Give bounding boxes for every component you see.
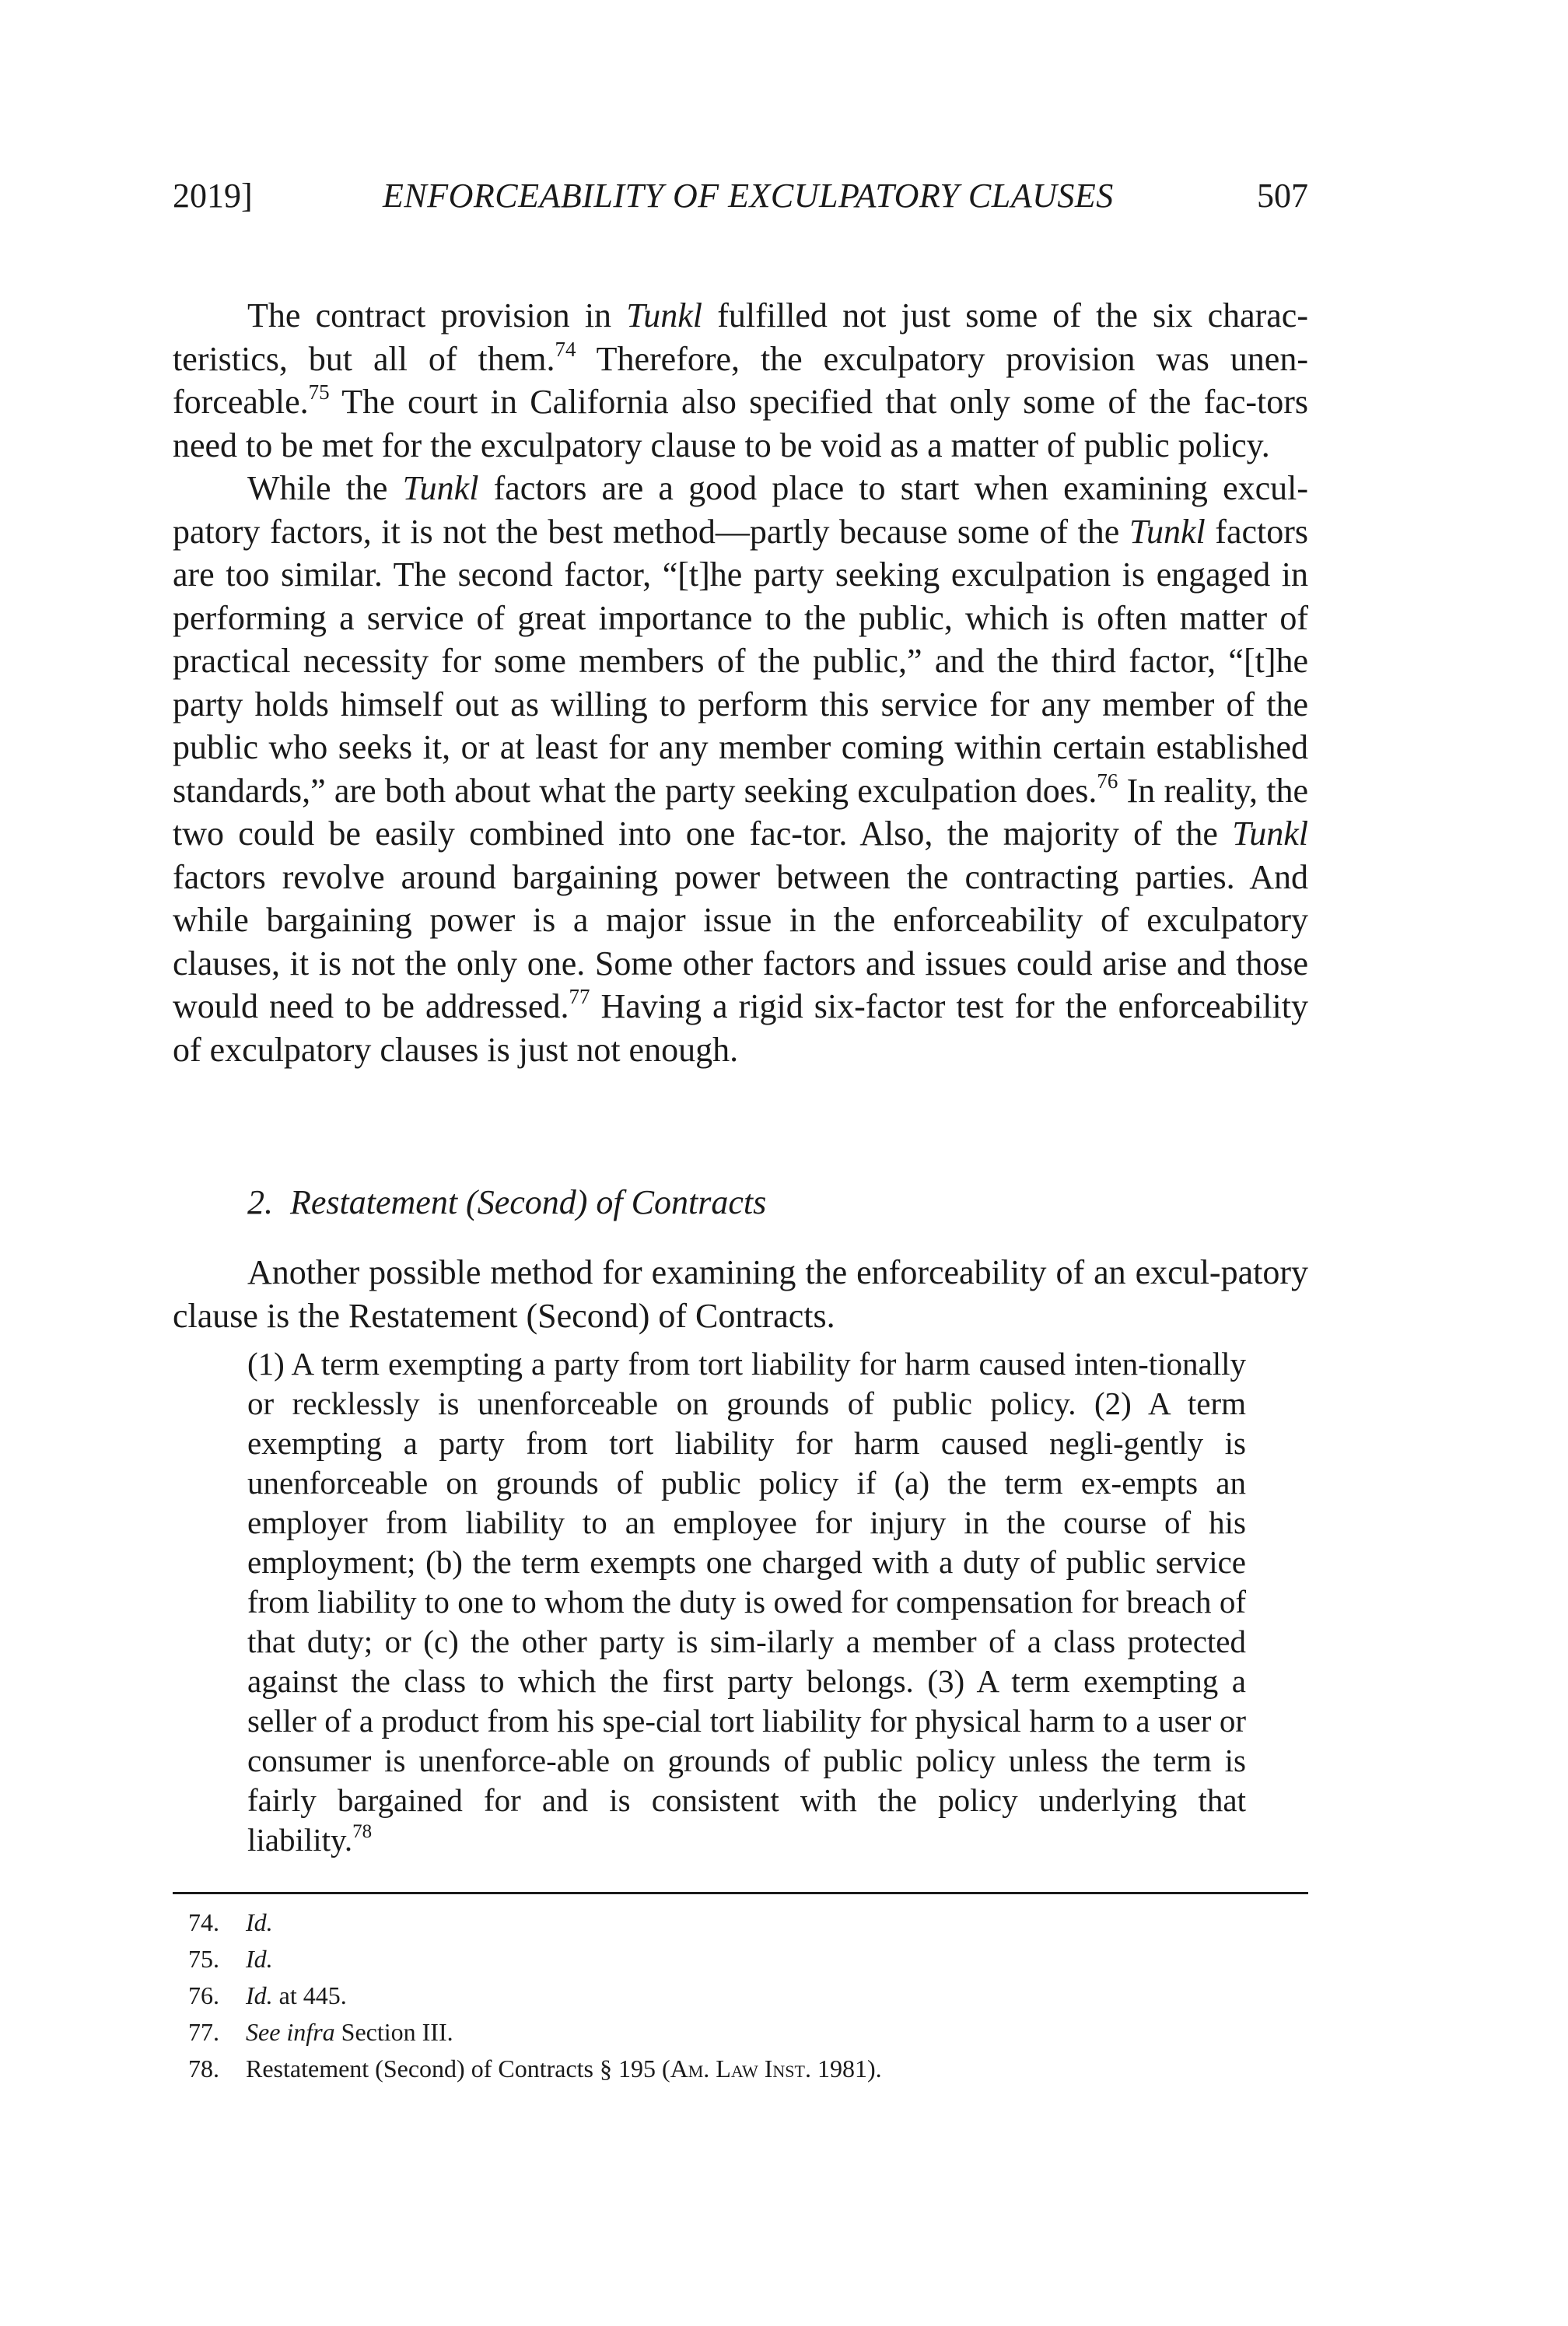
footnote-publisher: Am. Law Inst. [670, 2055, 811, 2083]
footnote-number: 76. [188, 1981, 219, 2009]
footnote-76 [173, 1977, 1308, 2014]
footnote-number: 78. [188, 2055, 219, 2083]
paragraph-3: Another possible method for examining the enforceability of an excul-patory clause is the Restatement (Second) of Contracts. [173, 1253, 1308, 1335]
body-text [173, 294, 1308, 1071]
paragraph-2-text-5: factors revolve around bargaining power between the contracting parties. And while bargaining power is a major issue in the enforceability of exculpatory clauses, it is not the only one. Some other factors and issues could arise and those would need to be addressed. [173, 857, 1308, 1025]
running-head-year: 2019] [173, 177, 253, 215]
case-name-tunkl: Tunkl [1129, 512, 1206, 551]
footnote-74 [173, 1904, 1308, 1941]
footnote-77 [173, 2014, 1308, 2051]
paragraph-1 [173, 294, 1308, 467]
paragraph-2-text-4: In reality, the two could be easily combined into one fac-tor. Also, the majority of the [173, 771, 1308, 853]
case-name-tunkl: Tunkl [1232, 814, 1308, 853]
footnote-text: at 445. [272, 1981, 347, 2009]
block-quote [247, 1344, 1246, 1860]
paragraph-1-text-1: The contract provision in [247, 296, 627, 335]
case-name-tunkl: Tunkl [626, 296, 703, 335]
footnote-text: Restatement (Second) of Contracts § 195 ( [246, 2055, 670, 2083]
section-heading-title: Restatement (Second) of Contracts [290, 1183, 767, 1221]
section-heading [247, 1179, 766, 1226]
footnote-citation: See infra [246, 2018, 335, 2046]
paragraph-2-text-3: factors are too similar. The second factor, “[t]he party seeking exculpation is engaged in performing a service of great importance to the public, which is often matter of practical necessity for some members of the public,” and the third factor, “[t]he party holds himself out as willing to perform this service for any member of the public who seeks it, or at least for any member coming within certain established standards,” are both about what the party seeking exculpation does. [173, 512, 1308, 810]
paragraph-2-text-6: Having a rigid six-factor test for the enforceability of exculpatory clauses is just not enough. [173, 987, 1308, 1069]
paragraph-2-text-1: While the [247, 469, 403, 507]
paragraph-1-text-4: The court in California also specified that only some of the fac-tors need to be met for the exculpatory clause to be void as a matter of public policy. [173, 383, 1308, 464]
footnote-ref-75: 75 [308, 380, 330, 404]
footnote-divider [173, 1892, 1308, 1894]
running-head [173, 173, 1308, 219]
footnote-number: 77. [188, 2018, 219, 2046]
footnote-75 [173, 1941, 1308, 1977]
footnote-citation: Id. [246, 1981, 273, 2009]
paragraph-2-text-2: factors are a good place to start when examining excul-patory factors, it is not the best method—partly because some of the [173, 469, 1309, 551]
footnote-ref-77: 77 [569, 985, 590, 1008]
running-head-title: ENFORCEABILITY OF EXCULPATORY CLAUSES [383, 177, 1114, 215]
footnote-78 [173, 2051, 1308, 2087]
paragraph-1-text-2: fulfilled not just some of the six charac-teristics, but all of them. [173, 296, 1308, 378]
paragraph-1-text-3: Therefore, the exculpatory provision was unen-forceable. [173, 339, 1308, 421]
footnote-text-end: 1981). [810, 2055, 882, 2083]
footnotes [173, 1904, 1308, 2087]
footnote-citation: Id. [246, 1945, 273, 1973]
case-name-tunkl: Tunkl [402, 469, 479, 507]
footnote-number: 75. [188, 1945, 219, 1973]
footnote-number: 74. [188, 1908, 219, 1936]
footnote-text: Section III. [334, 2018, 453, 2046]
footnote-ref-76: 76 [1097, 769, 1118, 793]
section-heading-number: 2. [247, 1183, 273, 1221]
footnote-citation: Id. [246, 1908, 273, 1936]
page-number: 507 [1257, 177, 1308, 215]
footnote-ref-78: 78 [352, 1821, 373, 1842]
block-quote-text: (1) A term exempting a party from tort liability for harm caused inten-tionally or recklessly is unenforceable on grounds of public policy. (2) A term exempting a party from tort liability for harm caused negli-gently is unenforceable on grounds of public policy if (a) the term ex-empts an employer from liability to an employee for injury in the course of his employment; (b) the term exempts one charged with a duty of public service from liability to one to whom the duty is owed for compensation for breach of that duty; or (c) the other party is sim-ilarly a member of a class protected against the class to which the first party belongs. (3) A term exempting a seller of a product from his spe-cial tort liability for physical harm to a user or consumer is unenforce-able on grounds of public policy unless the term is fairly bargained for and is consistent with the policy underlying that liability. [247, 1346, 1246, 1858]
footnote-ref-74: 74 [555, 337, 576, 361]
paragraph-2 [173, 467, 1308, 1071]
